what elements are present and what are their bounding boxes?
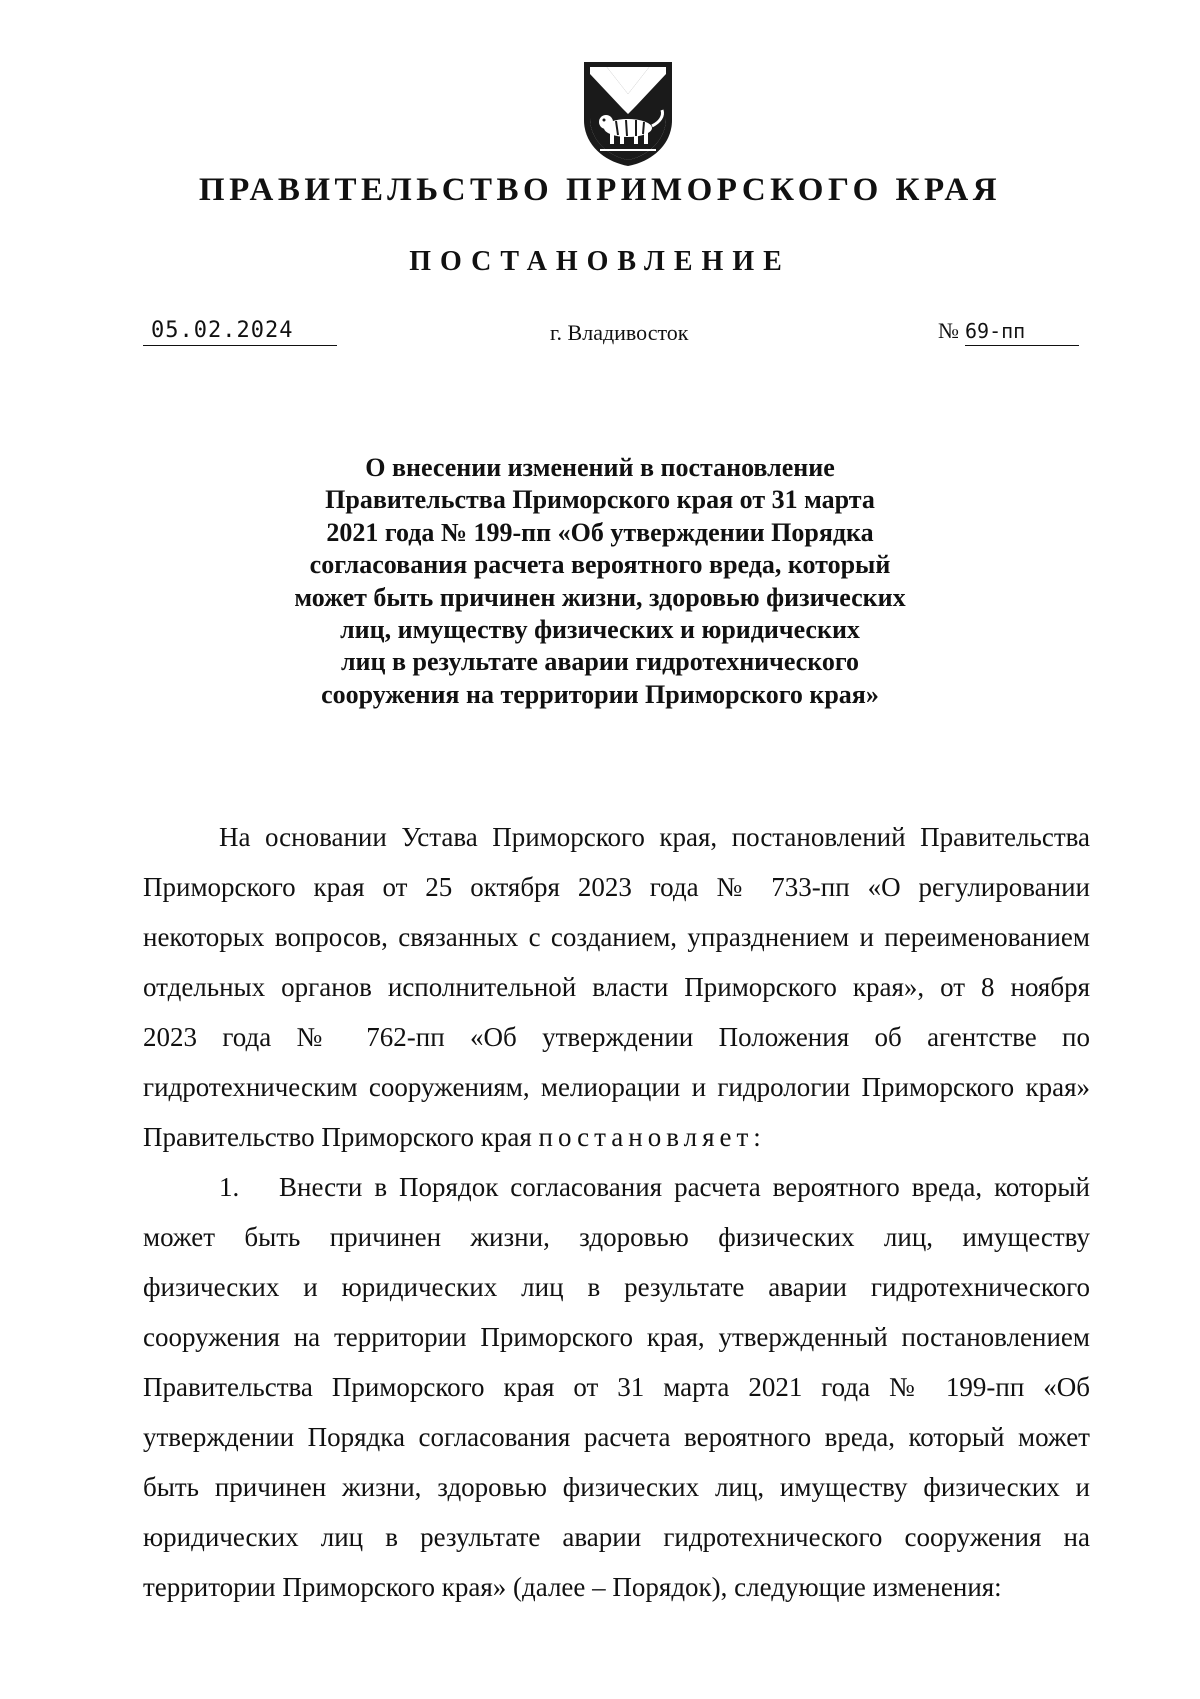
resolution-prefix: Правительство Приморского края — [143, 1122, 539, 1152]
item-number: 1. — [219, 1172, 240, 1202]
body-line: быть причинен жизни, здоровью физических лиц, имуществу физических и — [143, 1472, 1090, 1502]
organization-title: ПРАВИТЕЛЬСТВО ПРИМОРСКОГО КРАЯ — [198, 172, 1002, 208]
body-line: На основании Устава Приморского края, постановлений Правительства — [219, 822, 1090, 852]
preamble-paragraph — [143, 812, 1090, 1162]
item-1-text: Внести в Порядок согласования расчета вероятного вреда, который — [279, 1172, 1090, 1202]
resolution-line — [143, 1112, 1090, 1162]
subject-line: Правительства Приморского края от 31 марта — [325, 485, 875, 515]
document-type: ПОСТАНОВЛЕНИЕ — [409, 246, 791, 277]
document-number: 69-пп — [965, 319, 1079, 346]
document-meta-row — [0, 318, 1200, 358]
body-line: некоторых вопросов, связанных с созданием, упразднением и переименованием — [143, 922, 1090, 952]
subject-line: лиц, имуществу физических и юридических — [340, 615, 860, 645]
body-line: физических и юридических лиц в результате аварии гидротехнического — [143, 1272, 1090, 1302]
body-line: отдельных органов исполнительной власти Приморского края», от 8 ноября — [143, 972, 1090, 1002]
body-line: может быть причинен жизни, здоровью физических лиц, имуществу — [143, 1222, 1090, 1252]
body-line: территории Приморского края» (далее – Порядок), следующие изменения: — [143, 1572, 1002, 1602]
document-number-block — [938, 318, 1088, 346]
body-line: 2023 года № 762-пп «Об утверждении Положения об агентстве по — [143, 1022, 1090, 1052]
body-line: гидротехническим сооружениям, мелиорации и гидрологии Приморского края» — [143, 1072, 1090, 1102]
subject-line: 2021 года № 199-пп «Об утверждении Порядка — [326, 517, 874, 547]
item-1-paragraph — [143, 1162, 1090, 1612]
subject-line: согласования расчета вероятного вреда, который — [309, 550, 891, 580]
subject-line: лиц в результате аварии гидротехнического — [340, 647, 860, 677]
subject-line: сооружения на территории Приморского края» — [321, 679, 879, 709]
body-line: Правительства Приморского края от 31 марта 2021 года № 199-пп «Об — [143, 1372, 1090, 1402]
subject-line: О внесении изменений в постановление — [365, 453, 835, 482]
document-date: 05.02.2024 — [143, 318, 337, 346]
body-line: юридических лиц в результате аварии гидротехнического сооружения на — [143, 1522, 1090, 1552]
body-line: Приморского края от 25 октября 2023 года № 733-пп «О регулировании — [143, 872, 1090, 902]
resolution-colon: : — [753, 1122, 761, 1152]
document-body — [143, 812, 1090, 1612]
item-1-first-line — [143, 1162, 1090, 1212]
body-line: сооружения на территории Приморского края, утвержденный постановлением — [143, 1322, 1090, 1352]
coat-of-arms-emblem — [580, 58, 676, 170]
body-line: утверждении Порядка согласования расчета вероятного вреда, который может — [143, 1422, 1090, 1452]
document-city: г. Владивосток — [550, 320, 689, 345]
document-subject — [270, 452, 930, 711]
resolution-keyword: постановляет — [538, 1122, 754, 1152]
subject-line: может быть причинен жизни, здоровью физических — [294, 582, 906, 612]
number-sign: № — [938, 318, 959, 343]
